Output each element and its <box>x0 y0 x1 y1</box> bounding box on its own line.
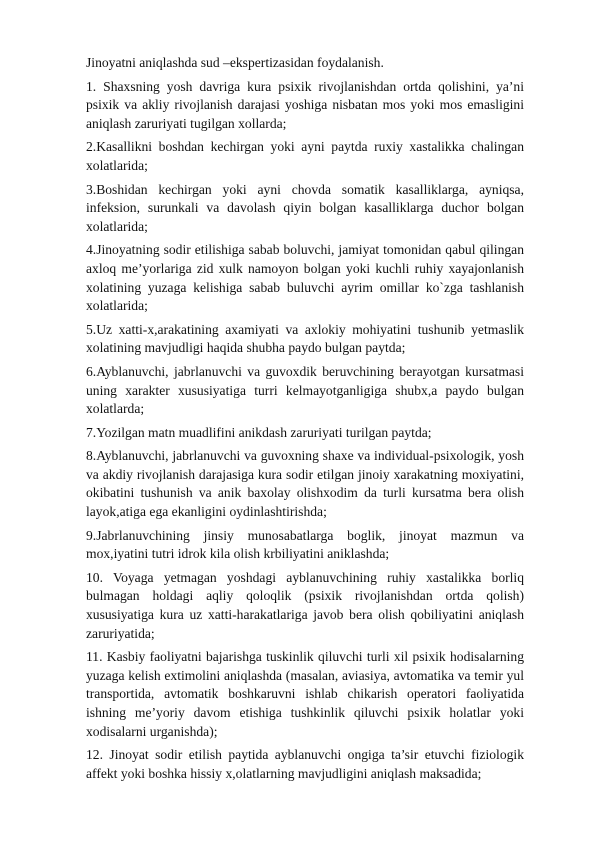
paragraph-4: 4.Jinoyatning sodir etilishiga sabab boluvchi, jamiyat tomonidan qabul qilingan axloq me’yorlariga zid xulk namoyon bolgan yoki kuchli ruhiy xayajonlanish xolatining yuzaga kelishiga sabab buluvchi ayrim omillar ko`zga tashlanish xolatlarida; <box>86 242 524 314</box>
paragraph-6: 6.Ayblanuvchi, jabrlanuvchi va guvoxdik beruvchining berayotgan kursatmasi uning xarakter xususiyatiga turri kelmayotganligiga shubx,a paydo bulgan xolatlarda; <box>86 363 524 417</box>
paragraph-12: 12. Jinoyat sodir etilish paytida ayblanuvchi ongiga ta’sir etuvchi fiziologik affekt yoki boshka hissiy x,olatlarning mavjudligini aniqlash maksadida; <box>86 747 524 781</box>
paragraph-11: 11. Kasbiy faoliyatni bajarishga tuskinlik qiluvchi turli xil psixik hodisalarning yuzaga kelish extimolini aniqlashda (masalan, aviasiya, avtomatika va temir yul transportida, avtomatik boshkaruvni ishlab chikarish operatori faoliyatida ishning me’yoriy davom etishiga tushkinlik qiluvchi psixik holatlar yoki xodisalarni urganishda); <box>86 649 524 739</box>
document-heading: Jinoyatni aniqlashda sud –ekspertizasidan foydalanish. <box>86 55 384 70</box>
paragraph-7: 7.Yozilgan matn muadlifini anikdash zaruriyati turilgan paytda; <box>86 424 432 440</box>
paragraph-3: 3.Boshidan kechirgan yoki ayni chovda somatik kasalliklarga, ayniqsa, infeksion, surunkali va davolash qiyin bolgan kasalliklarga duchor bolgan xolatlarida; <box>86 181 524 234</box>
paragraph-1: 1. Shaxsning yosh davriga kura psixik rivojlanishdan ortda qolishini, ya’ni psixik va akliy rivojlanish darajasi yoshiga nisbatan mos yoki mos emasligini aniqlash zaruriyati tugilgan xollarda; <box>86 78 524 131</box>
paragraph-5: 5.Uz xatti-x,arakatining axamiyati va axlokiy mohiyatini tushunib yetmaslik xolatining mavjudligi haqida shubha paydo bulgan paytda; <box>86 321 524 356</box>
paragraph-8: 8.Ayblanuvchi, jabrlanuvchi va guvoxning shaxe va individual-psixologik, yosh va akdiy rivojlanish darajasiga kura sodir etilgan jinoiy xarakatning moxiyatini, okibatini tushunish va anik baxolay olishxodim da turli kursatma bera olish layok,atiga ega ekanligini oydinlashtirishda; <box>86 448 524 520</box>
paragraph-10: 10. Voyaga yetmagan yoshdagi ayblanuvchining ruhiy xastalikka borliq bulmagan holdagi aqliy qoloqlik (psixik rivojlanishdan ortda qolish) xususiyatiga kura uz xatti-harakatlariga javob bera olish qobiliyatini aniqlash zaruriyatida; <box>86 569 524 641</box>
paragraph-2: 2.Kasallikni boshdan kechirgan yoki ayni paytda ruxiy xastalikka chalingan xolatlarida; <box>86 139 524 173</box>
paragraph-9: 9.Jabrlanuvchining jinsiy munosabatlarga boglik, jinoyat mazmun va mox,iyatini tutri idrok kila olish krbiliyatini aniklashda; <box>86 527 524 562</box>
document-page <box>86 54 524 788</box>
